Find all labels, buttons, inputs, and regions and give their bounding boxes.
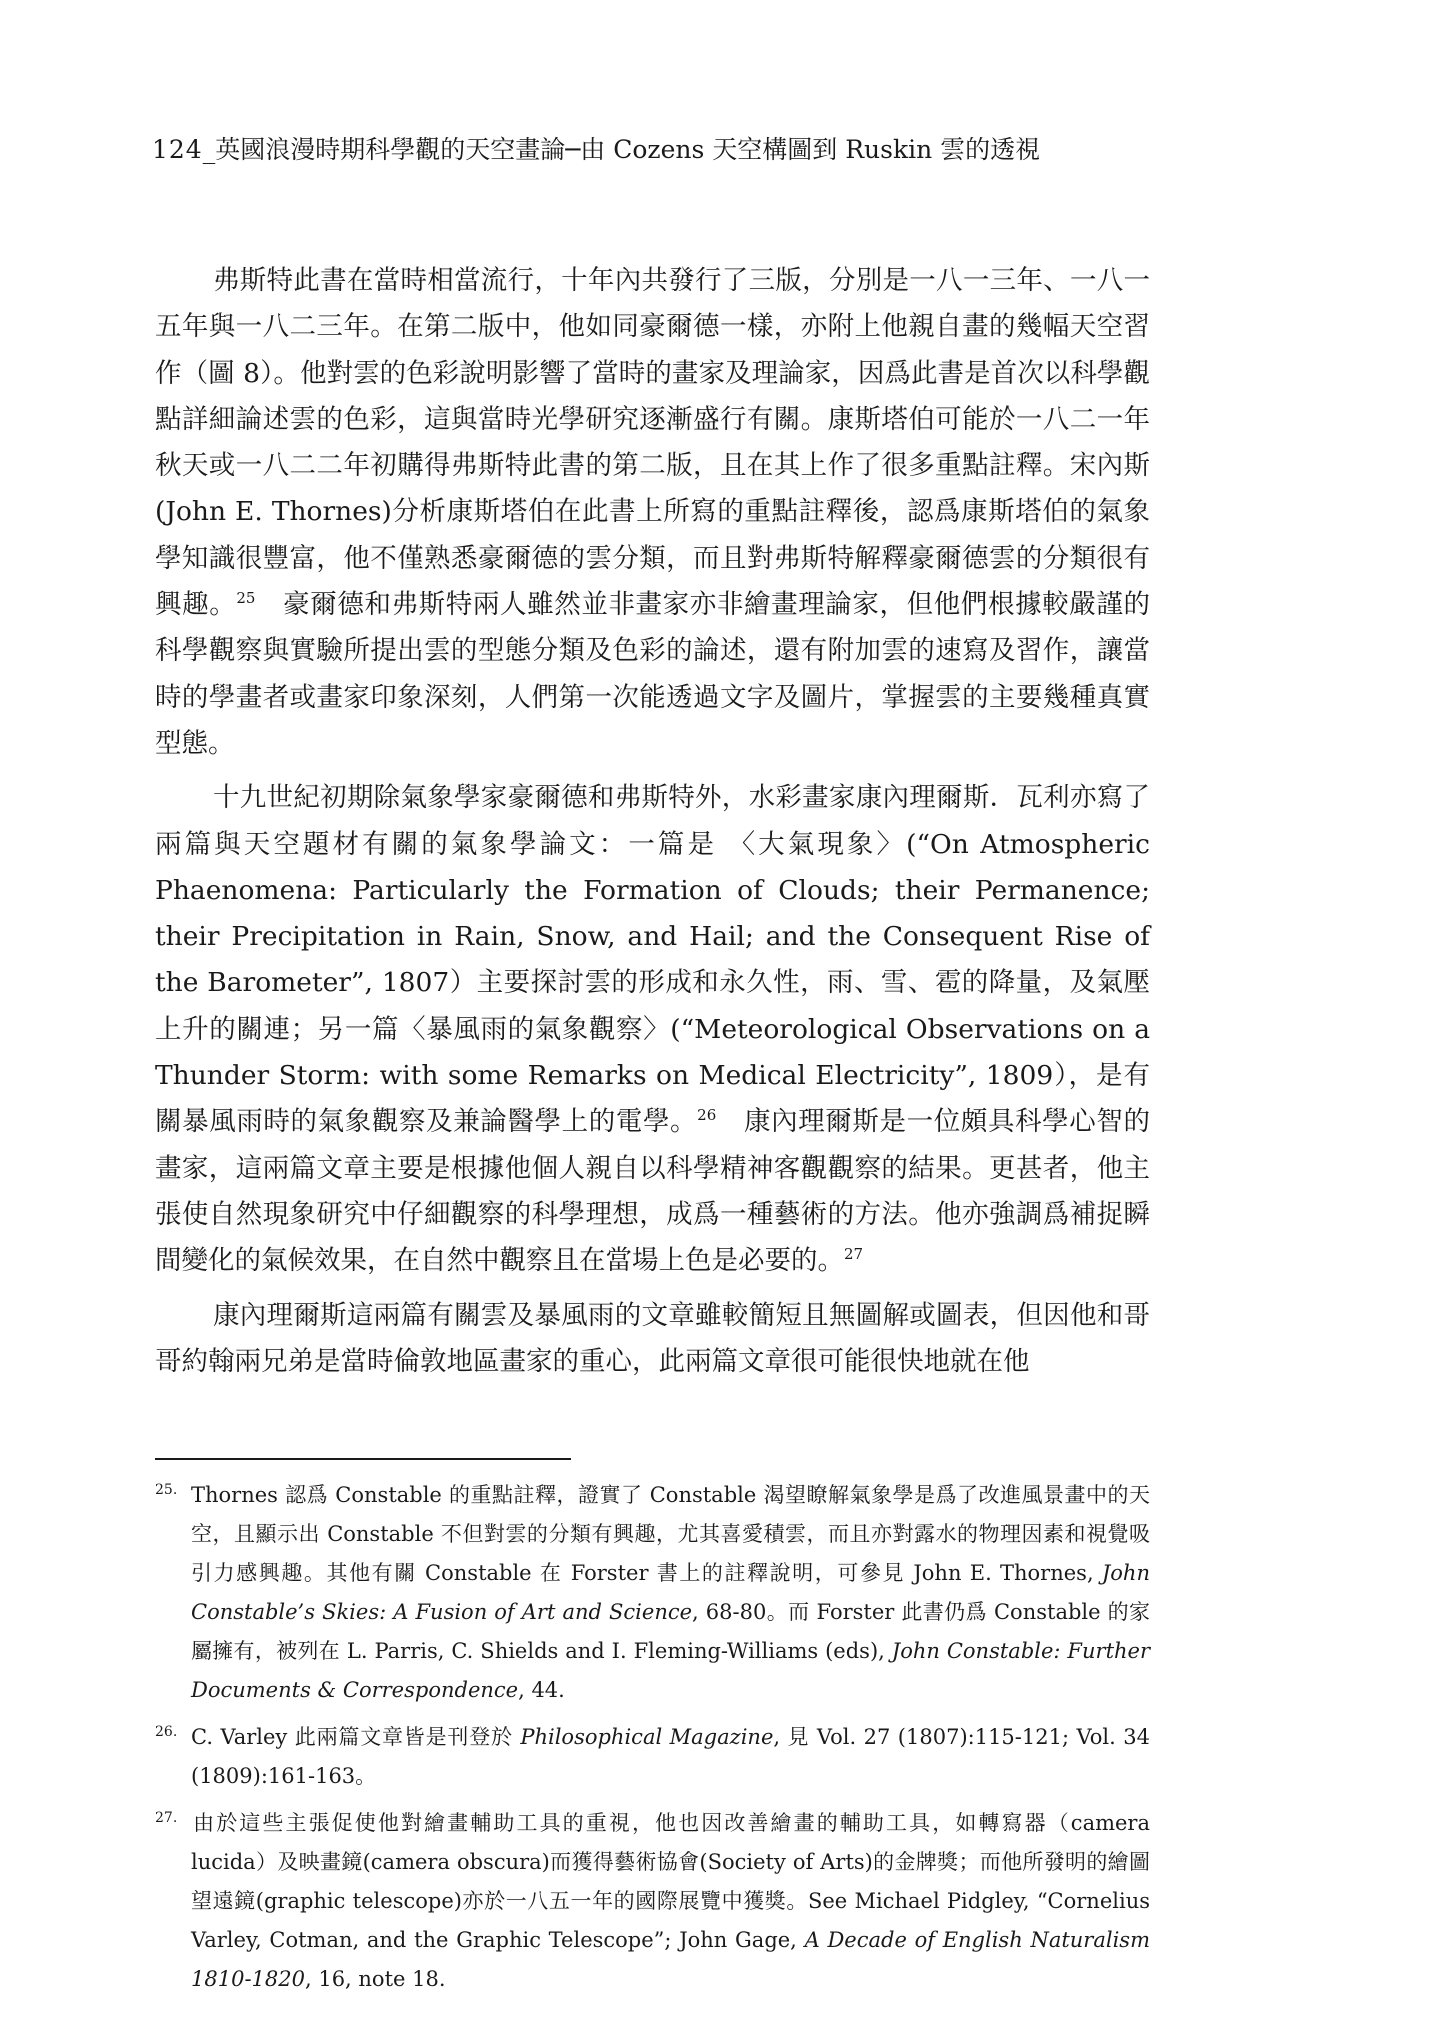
paragraph-2 [155, 775, 1150, 1284]
footnote-ref-25[interactable]: 25 [236, 589, 256, 608]
paragraph-1-text-b: 豪爾德和弗斯特兩人雖然並非畫家亦非繪畫理論家，但他們根據較嚴謹的科學觀察與實驗所提出雲的型態分類及色彩的論述，還有附加雲的速寫及習作，讓當時的學畫者或畫家印象深刻，人們第一次能透過文字及圖片，掌握雲的主要幾種真實型態。 [155, 589, 1151, 759]
footnote-25: 25. Thornes 認爲 Constable 的重點註釋，證實了 Constable 渴望瞭解氣象學是爲了改進風景畫中的天空，且顯示出 Constable 不但對雲的分類有興趣，尤其喜愛積雲，而且亦對露水的物理因素和視覺吸引力感興趣。其他有關 Constable 在 Forster 書上的註釋說明，可參見 John E. Thornes, John Constable’s Skies: A Fusion of Art and Science, 68-80。而 Forster 此書仍爲 Constable 的家屬擁有，被列在 L. Parris, C. Shields and I. Fleming-Williams (eds), John Constable: Further Documents & Correspondence, 44. [155, 1482, 1150, 1702]
footnote-text: 由於這些主張促使他對繪畫輔助工具的重視，他也因改善繪畫的輔助工具，如轉寫器（camera lucida）及映畫鏡(camera obscura)而獲得藝術協會(Society of Arts)的金牌獎；而他所發明的繪圖望遠鏡(graphic telescope)亦於一八五一年的國際展覽中獲獎。See Michael Pidgley, “Cornelius Varley, Cotman, and the Graphic Telescope”; John Gage, [191, 1811, 1150, 1952]
paragraph-1 [155, 258, 1150, 767]
main-text [155, 258, 1150, 1393]
footnote-ref-27[interactable]: 27 [844, 1245, 864, 1264]
page-number: 124 [152, 135, 203, 164]
footnote-26: 26. C. Varley 此兩篇文章皆是刊登於 Philosophical Magazine, 見 Vol. 27 (1807):115-121; Vol. 34 (1809):161-163。 [155, 1724, 1151, 1788]
footnote-divider [155, 1458, 571, 1460]
header-separator: _ [202, 135, 216, 164]
footnote-27: 27. 由於這些主張促使他對繪畫輔助工具的重視，他也因改善繪畫的輔助工具，如轉寫器（camera lucida）及映畫鏡(camera obscura)而獲得藝術協會(Society of Arts)的金牌獎；而他所發明的繪圖望遠鏡(graphic telescope)亦於一八五一年的國際展覽中獲獎。See Michael Pidgley, “Cornelius Varley, Cotman, and the Graphic Telescope”; John Gage, A Decade of English Naturalism 1810-1820, 16, note 18. [155, 1810, 1150, 1991]
paragraph-2-text-a: 十九世紀初期除氣象學家豪爾德和弗斯特外，水彩畫家康內理爾斯．瓦利亦寫了兩篇與天空題材有關的氣象學論文：一篇是 〈大氣現象〉(“On Atmospheric Phaenomena: Particularly the Formation of Clouds; their Permanence; their Precipitation in Rain, Snow, and Hail; and the Consequent Rise of the Barometer”, 1807）主要探討雲的形成和永久性，雨、雪、雹的降量，及氣壓上升的關連；另一篇〈暴風雨的氣象觀察〉(“Meteorological Observations on a Thunder Storm: with some Remarks on Medical Electricity”, 1809），是有關暴風雨時的氣象觀察及兼論醫學上的電學。 [155, 782, 1150, 1138]
footnote-text: C. Varley 此兩篇文章皆是刊登於 [191, 1725, 521, 1749]
paragraph-1-text-a: 弗斯特此書在當時相當流行，十年內共發行了三版，分別是一八一三年、一八一五年與一八二三年。在第二版中，他如同豪爾德一樣，亦附上他親自畫的幾幅天空習作（圖 8）。他對雲的色彩說明影響了當時的畫家及理論家，因爲此書是首次以科學觀點詳細論述雲的色彩，這與當時光學研究逐漸盛行有關。康斯塔伯可能於一八二一年秋天或一八二二年初購得弗斯特此書的第二版，且在其上作了很多重點註釋。宋內斯(John E. Thornes)分析康斯塔伯在此書上所寫的重點註釋後，認爲康斯塔伯的氣象學知識很豐富，他不僅熟悉豪爾德的雲分類，而且對弗斯特解釋豪爾德雲的分類很有興趣。 [155, 265, 1150, 621]
running-title: 英國浪漫時期科學觀的天空畫論─由 Cozens 天空構圖到 Ruskin 雲的透視 [215, 135, 1041, 164]
paragraph-3: 康內理爾斯這兩篇有關雲及暴風雨的文章雖較簡短且無圖解或圖表，但因他和哥哥約翰兩兄弟是當時倫敦地區畫家的重心，此兩篇文章很可能很快地就在他 [155, 1299, 1150, 1377]
footnote-text: , 見 Vol. 27 (1807):115-121; Vol. 34 (1809):161-163。 [191, 1725, 1151, 1788]
footnotes [155, 1476, 1150, 2007]
cited-title: John Constable: Further Documents & Correspondence [191, 1639, 1150, 1702]
cited-title: Philosophical Magazine [520, 1725, 774, 1749]
footnote-ref-26[interactable]: 26 [697, 1106, 717, 1125]
running-head [152, 132, 1040, 168]
footnote-text: , 68-80。而 Forster 此書仍爲 Constable 的家屬擁有，被列在 L. Parris, C. Shields and I. Fleming-Williams (eds), [191, 1600, 1150, 1663]
paragraph-2-text-b: 康內理爾斯是一位頗具科學心智的畫家，這兩篇文章主要是根據他個人親自以科學精神客觀觀察的結果。更甚者，他主張使自然現象研究中仔細觀察的科學理想，成爲一種藝術的方法。他亦強調爲補捉瞬間變化的氣候效果，在自然中觀察且在當場上色是必要的。 [155, 1106, 1151, 1277]
cited-title: John Constable’s Skies: A Fusion of Art and Science [191, 1561, 1150, 1624]
footnote-text: Thornes 認爲 Constable 的重點註釋，證實了 Constable 渴望瞭解氣象學是爲了改進風景畫中的天空，且顯示出 Constable 不但對雲的分類有興趣，尤其喜愛積雲，而且亦對露水的物理因素和視覺吸引力感興趣。其他有關 Constable 在 Forster 書上的註釋說明，可參見 John E. Thornes, [191, 1483, 1150, 1585]
footnote-text: , 16, note 18. [304, 1967, 446, 1991]
footnote-text: , 44. [518, 1678, 565, 1702]
cited-title: A Decade of English Naturalism 1810-1820 [191, 1928, 1150, 1991]
